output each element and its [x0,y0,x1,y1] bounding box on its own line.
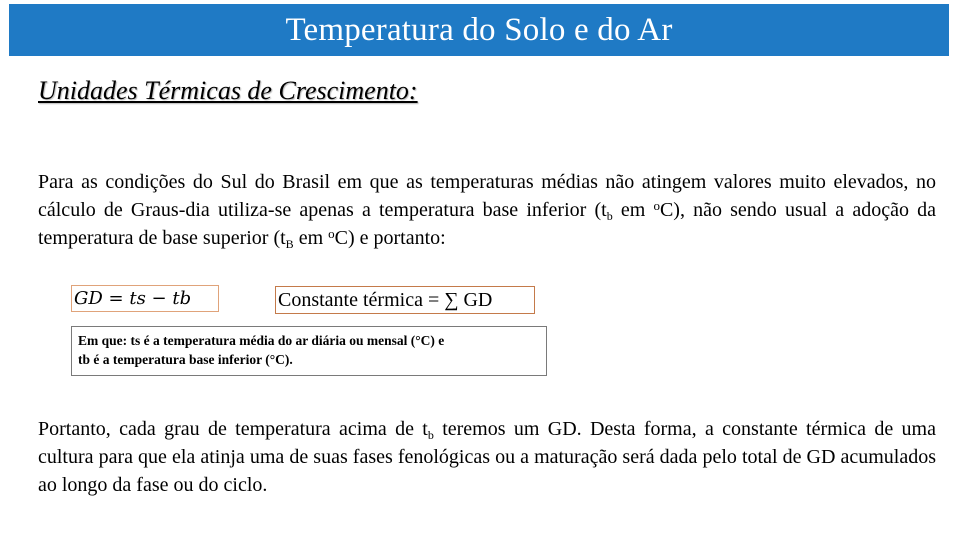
intro-text-4: em [293,227,329,249]
subscript-b: b [606,209,613,223]
conclusion-text-2: teremos um GD. Desta forma, a constante térmica de uma cultura para que ela atinja uma de suas fases fenológicas ou a maturação será dada pelo total de GD acumulados ao longo da fase ou do ciclo. [38,418,936,496]
conclusion-text-1: Portanto, cada grau de temperatura acima de t [38,418,428,440]
intro-text-1: Para as condições do Sul do Brasil em que as temperaturas médias não atingem valores muito elevados, no cálculo de Graus-dia utiliza-se apenas a temperatura base inferior (t [38,171,936,221]
slide-title-bar [9,4,949,56]
degree-symbol: o [653,198,660,213]
slide-title: Temperatura do Solo e do Ar [285,11,673,48]
degree-symbol: o [328,226,335,241]
thermal-constant-formula: Constante térmica = ∑ GD [278,288,493,311]
intro-paragraph [38,168,936,252]
subscript-b: b [427,428,434,442]
thermal-constant-box [275,286,535,314]
intro-text-3: C), não sendo usual a adoção da temperatura de base superior (t [38,199,937,249]
intro-text-2: em [612,199,654,221]
gd-formula-box [71,285,219,312]
variable-definition-box [71,326,547,376]
gd-formula: GD = ts − tb [74,288,192,309]
section-heading: Unidades Térmicas de Crescimento: [38,76,418,105]
definition-line-2: tb é a temperatura base inferior (°C). [78,352,293,367]
subscript-B: B [285,237,294,251]
conclusion-paragraph [38,415,936,499]
definition-line-1: Em que: ts é a temperatura média do ar diária ou mensal (°C) e [78,333,445,348]
intro-text-5: C) e portanto: [334,227,446,249]
